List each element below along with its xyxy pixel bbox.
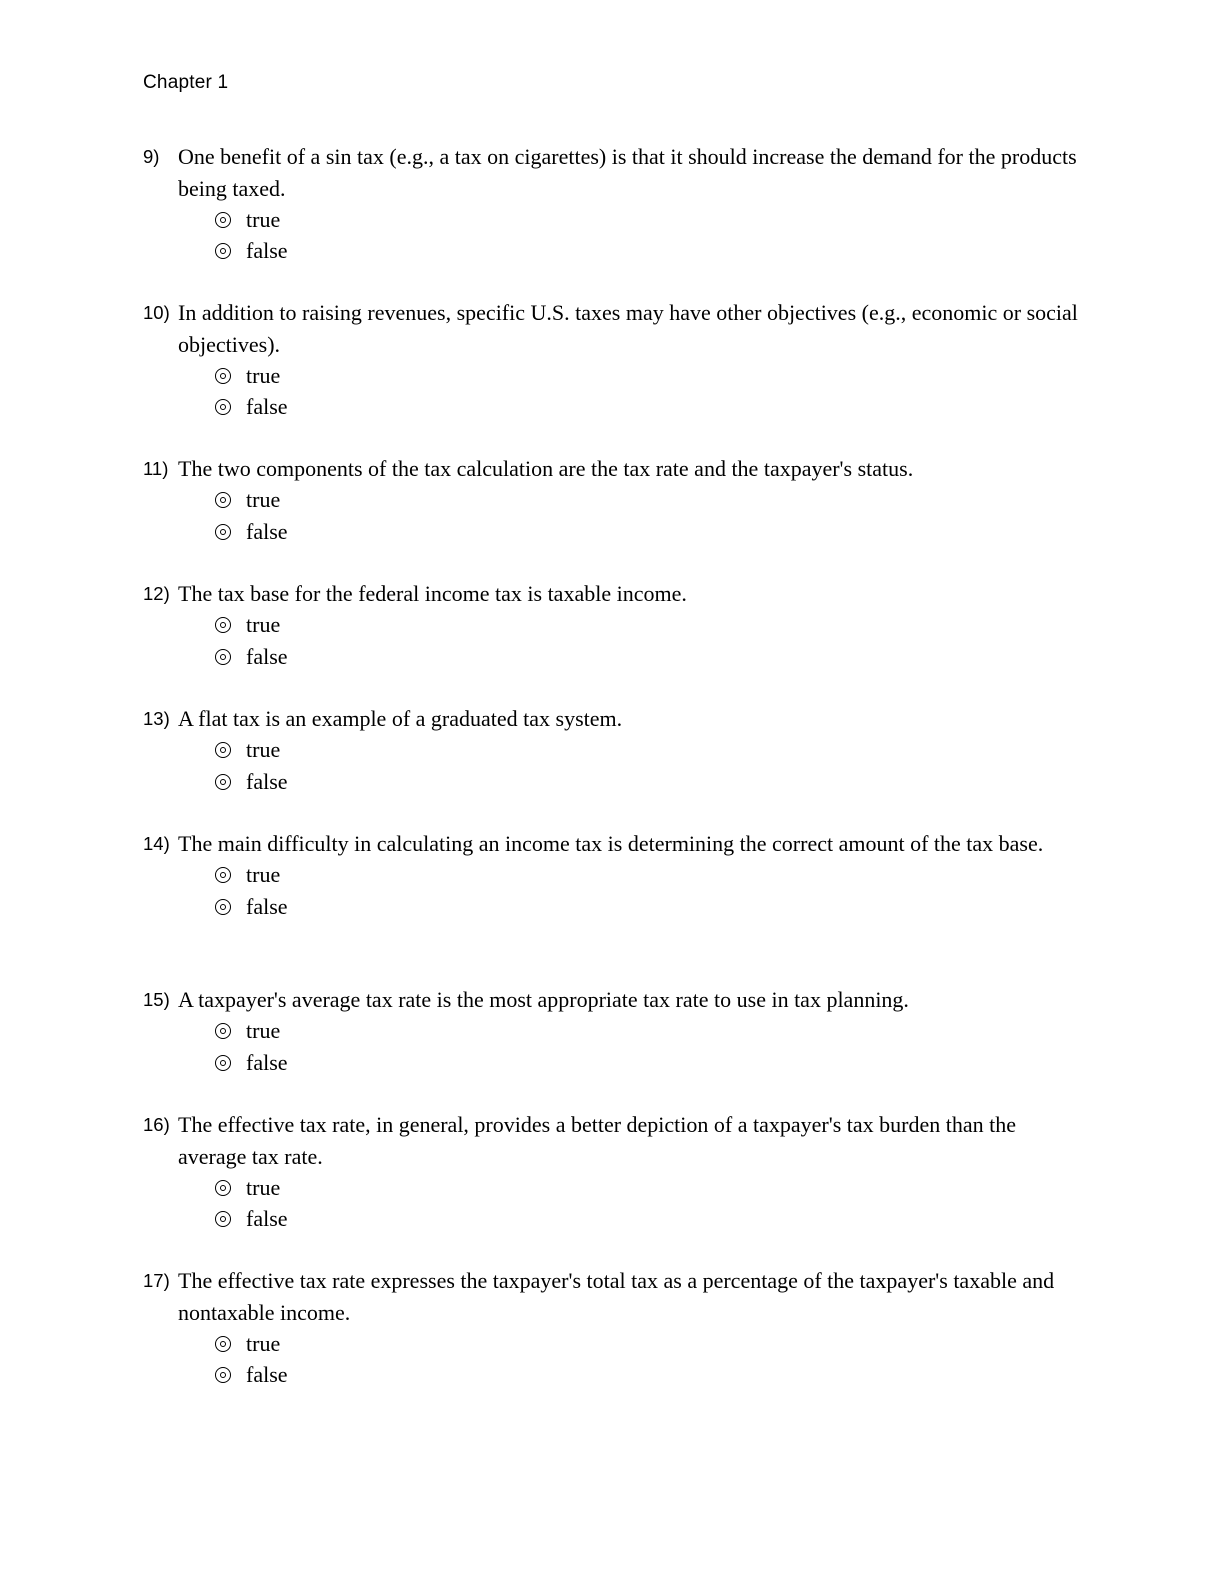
option-true[interactable] (143, 360, 1078, 392)
option-label: true (246, 1018, 281, 1044)
radio-button-icon[interactable] (215, 524, 231, 540)
question-number: 15) (143, 989, 170, 1010)
question-text: The effective tax rate, in general, provides a better depiction of a taxpayer's tax burden than the average tax rate. (178, 1112, 1016, 1169)
question-number: 14) (143, 833, 170, 854)
question-14 (143, 828, 1078, 923)
radio-button-icon[interactable] (215, 1211, 231, 1227)
option-label: false (246, 394, 288, 420)
radio-button-icon[interactable] (215, 399, 231, 415)
question-10 (143, 297, 1078, 423)
option-false[interactable] (143, 1204, 1078, 1236)
option-label: true (246, 612, 281, 638)
question-text: A flat tax is an example of a graduated tax system. (178, 706, 623, 731)
question-number: 17) (143, 1270, 170, 1291)
chapter-header: Chapter 1 (143, 72, 229, 93)
option-false[interactable] (143, 641, 1078, 673)
question-text: The tax base for the federal income tax is taxable income. (178, 581, 687, 606)
question-text: One benefit of a sin tax (e.g., a tax on cigarettes) is that it should increase the demand for the products being taxed. (178, 144, 1077, 201)
radio-button-icon[interactable] (215, 1180, 231, 1196)
option-label: false (246, 518, 288, 544)
question-9 (143, 141, 1078, 267)
question-text: A taxpayer's average tax rate is the most appropriate tax rate to use in tax planning. (178, 987, 909, 1012)
radio-button-icon[interactable] (215, 1336, 231, 1352)
question-12 (143, 578, 1078, 673)
option-label: false (246, 1049, 288, 1075)
radio-button-icon[interactable] (215, 1055, 231, 1071)
option-label: false (246, 768, 288, 794)
option-true[interactable] (143, 204, 1078, 236)
question-number: 13) (143, 708, 170, 729)
radio-button-icon[interactable] (215, 1023, 231, 1039)
option-label: false (246, 1362, 288, 1388)
radio-button-icon[interactable] (215, 243, 231, 259)
option-true[interactable] (143, 1328, 1078, 1360)
question-text: The effective tax rate expresses the taxpayer's total tax as a percentage of the taxpayer's taxable and nontaxable income. (178, 1268, 1055, 1325)
option-label: false (246, 1206, 288, 1232)
question-prompt (143, 578, 1078, 610)
question-13 (143, 703, 1078, 798)
option-false[interactable] (143, 891, 1078, 923)
question-number: 9) (143, 146, 160, 167)
question-text: The main difficulty in calculating an income tax is determining the correct amount of the tax base. (178, 831, 1044, 856)
option-false[interactable] (143, 1047, 1078, 1079)
question-prompt (143, 984, 1078, 1016)
question-text: The two components of the tax calculation are the tax rate and the taxpayer's status. (178, 456, 914, 481)
radio-button-icon[interactable] (215, 742, 231, 758)
option-false[interactable] (143, 516, 1078, 548)
option-false[interactable] (143, 236, 1078, 268)
radio-button-icon[interactable] (215, 212, 231, 228)
radio-button-icon[interactable] (215, 649, 231, 665)
option-label: true (246, 487, 281, 513)
question-11 (143, 453, 1078, 548)
radio-button-icon[interactable] (215, 492, 231, 508)
option-label: false (246, 238, 288, 264)
question-prompt (143, 828, 1078, 860)
option-true[interactable] (143, 610, 1078, 642)
option-true[interactable] (143, 485, 1078, 517)
option-label: true (246, 362, 281, 388)
option-true[interactable] (143, 735, 1078, 767)
option-label: true (246, 206, 281, 232)
question-16 (143, 1109, 1078, 1235)
option-label: false (246, 643, 288, 669)
option-true[interactable] (143, 1172, 1078, 1204)
option-false[interactable] (143, 1360, 1078, 1392)
option-label: true (246, 1330, 281, 1356)
question-prompt (143, 453, 1078, 485)
option-true[interactable] (143, 860, 1078, 892)
radio-button-icon[interactable] (215, 617, 231, 633)
option-label: true (246, 1174, 281, 1200)
radio-button-icon[interactable] (215, 774, 231, 790)
question-number: 12) (143, 583, 170, 604)
question-number: 10) (143, 302, 170, 323)
question-prompt (143, 1265, 1078, 1328)
question-prompt (143, 297, 1078, 360)
question-number: 16) (143, 1114, 170, 1135)
option-false[interactable] (143, 392, 1078, 424)
option-true[interactable] (143, 1016, 1078, 1048)
radio-button-icon[interactable] (215, 867, 231, 883)
question-prompt (143, 141, 1078, 204)
radio-button-icon[interactable] (215, 899, 231, 915)
option-label: true (246, 737, 281, 763)
question-17 (143, 1265, 1078, 1391)
option-label: false (246, 893, 288, 919)
radio-button-icon[interactable] (215, 1367, 231, 1383)
question-text: In addition to raising revenues, specific U.S. taxes may have other objectives (e.g., economic or social objectives). (178, 300, 1078, 357)
question-prompt (143, 703, 1078, 735)
option-label: true (246, 862, 281, 888)
radio-button-icon[interactable] (215, 368, 231, 384)
question-15 (143, 984, 1078, 1079)
option-false[interactable] (143, 766, 1078, 798)
question-number: 11) (143, 458, 169, 479)
question-prompt (143, 1109, 1078, 1172)
